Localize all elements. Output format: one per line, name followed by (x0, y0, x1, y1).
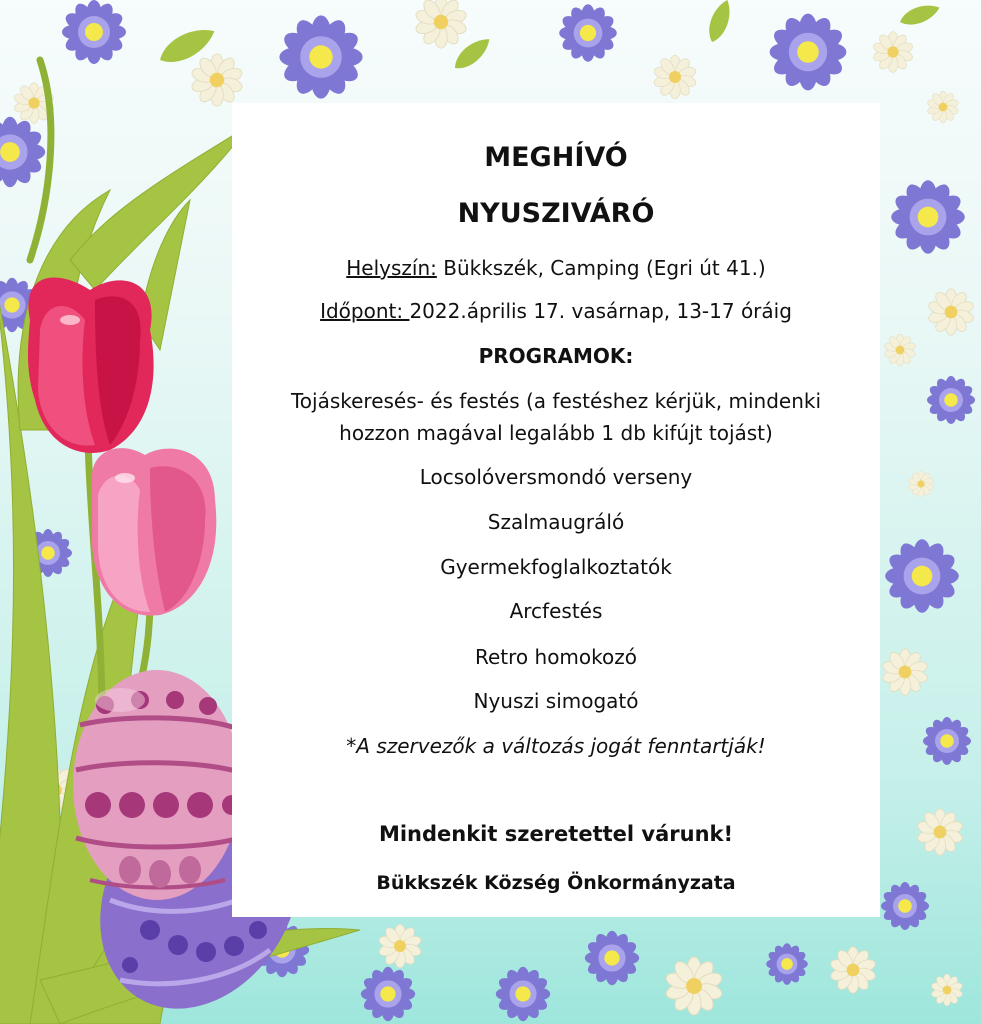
daisy-flower-icon (496, 967, 550, 1021)
daisy-flower-icon (653, 55, 698, 99)
daisy-flower-icon (872, 32, 914, 73)
program-1-line-2: hozzon magával legalább 1 db kifújt tojást) (339, 421, 773, 445)
daisy-flower-icon (931, 974, 964, 1006)
time-line (232, 299, 880, 323)
daisy-flower-icon (0, 117, 45, 187)
easter-egg-icon (73, 670, 242, 900)
invitation-title: MEGHÍVÓ (484, 142, 628, 173)
daisy-flower-icon (908, 471, 935, 497)
daisy-flower-icon (923, 717, 971, 765)
program-item: Locsolóversmondó verseny (419, 465, 693, 489)
daisy-flower-icon (361, 967, 415, 1021)
leaf-icon (704, 0, 735, 45)
tulip-icon (92, 448, 216, 615)
daisy-flower-icon (770, 14, 847, 91)
daisy-flower-icon (279, 15, 362, 98)
daisy-flower-icon (927, 289, 975, 335)
program-item: Gyermekfoglalkoztatók (440, 555, 672, 579)
welcome-message: Mindenkit szeretettel várunk! (378, 822, 734, 846)
daisy-flower-icon (414, 0, 468, 48)
event-name: NYUSZIVÁRÓ (457, 198, 655, 229)
programs-heading: PROGRAMOK: (478, 344, 634, 368)
daisy-flower-icon (585, 931, 639, 985)
location-value: Bükkszék, Camping (Egri út 41.) (436, 256, 766, 280)
daisy-flower-icon (927, 376, 975, 424)
daisy-flower-icon (916, 809, 964, 855)
daisy-flower-icon (766, 943, 808, 985)
daisy-flower-icon (190, 54, 244, 106)
daisy-flower-icon (559, 4, 617, 62)
daisy-flower-icon (62, 0, 126, 64)
program-item: Szalmaugráló (487, 510, 625, 534)
daisy-flower-icon (378, 924, 423, 968)
location-label: Helyszín: (346, 256, 437, 280)
daisy-flower-icon (881, 882, 929, 930)
daisy-flower-icon (884, 334, 917, 366)
daisy-flower-icon (891, 180, 965, 254)
location-line (232, 256, 880, 280)
tulip-icon (28, 278, 154, 453)
daisy-flower-icon (829, 947, 877, 993)
program-item: Arcfestés (509, 599, 603, 623)
program-item: Nyuszi simogató (473, 689, 639, 713)
time-label: Időpont: (320, 299, 410, 323)
time-value: 2022.április 17. vasárnap, 13-17 óráig (409, 299, 792, 323)
daisy-flower-icon (885, 539, 959, 613)
leaf-icon (897, 0, 942, 29)
disclaimer: *A szervezők a változás jogát fenntartják! (346, 734, 766, 758)
program-item: Retro homokozó (475, 645, 637, 669)
daisy-flower-icon (664, 957, 723, 1015)
organizer-name: Bükkszék Község Önkormányzata (376, 872, 736, 894)
daisy-flower-icon (881, 649, 929, 695)
daisy-flower-icon (927, 91, 960, 123)
program-1-line-1: Tojáskeresés- és festés (a festéshez kérjük, mindenki (290, 389, 822, 413)
